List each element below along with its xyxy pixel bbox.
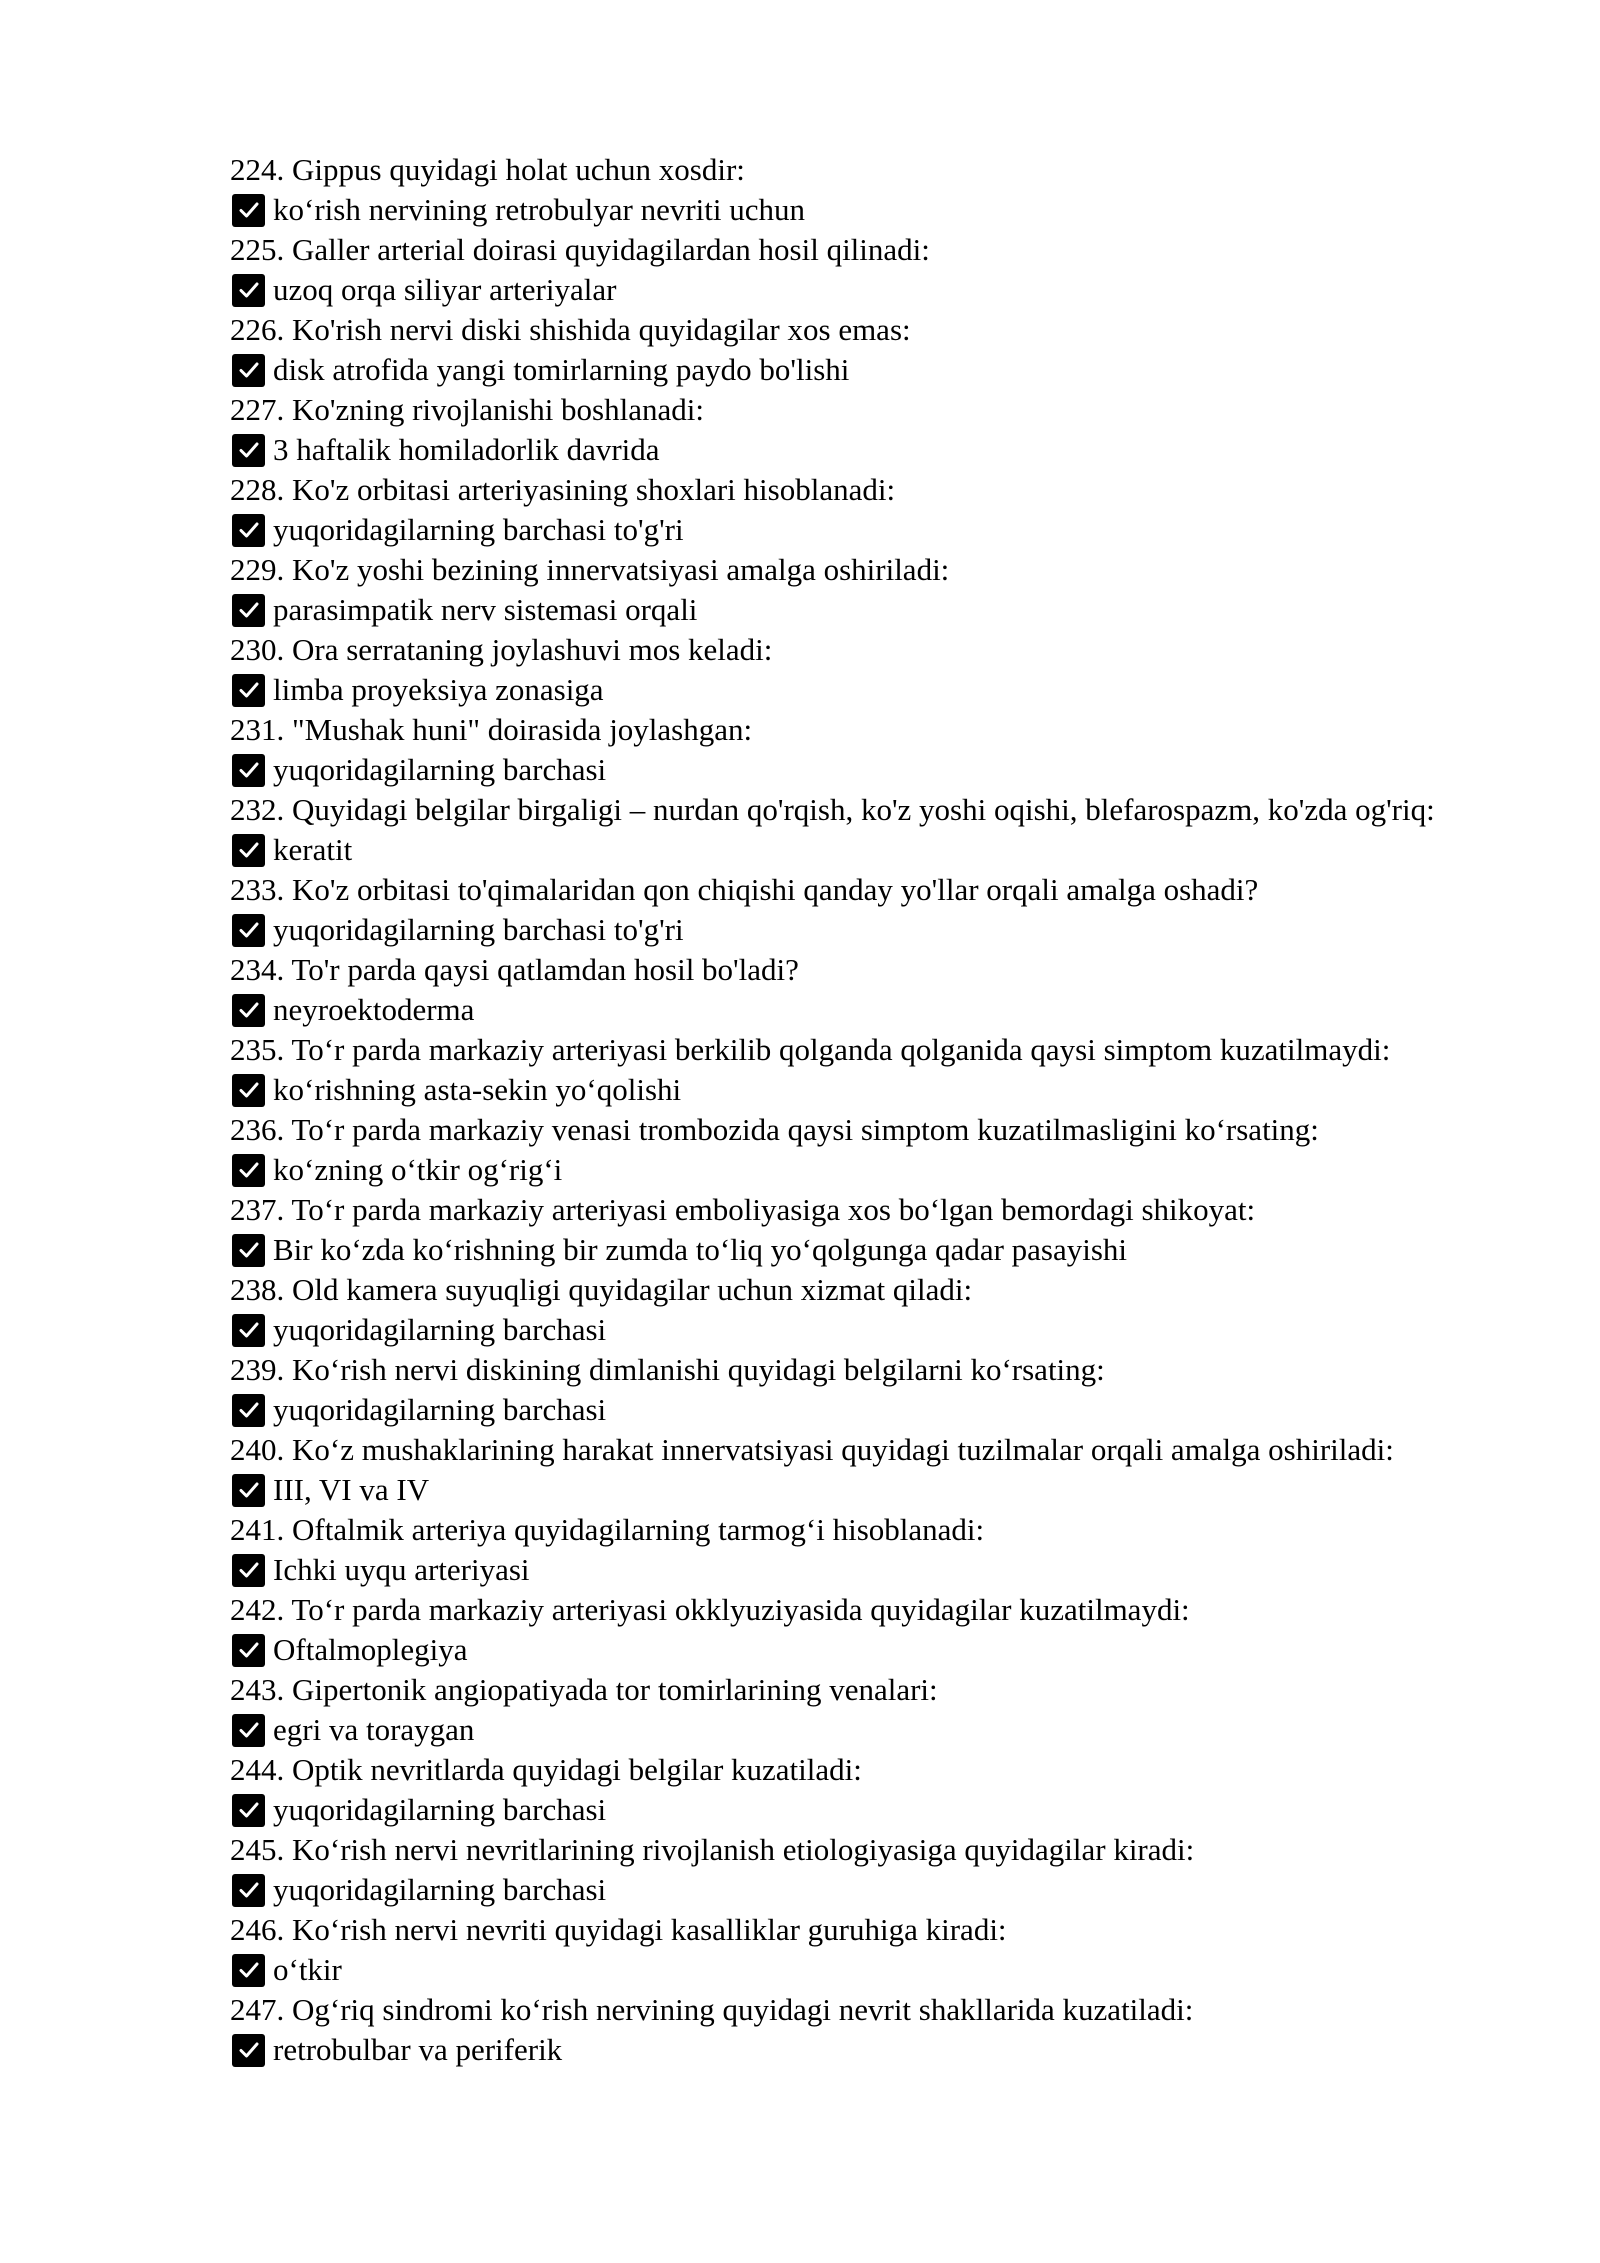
- question-text: 247. Og‘riq sindromi ko‘rish nervining quyidagi nevrit shakllarida kuzatiladi:: [230, 1992, 1194, 2027]
- question-text: 239. Ko‘rish nervi diskining dimlanishi quyidagi belgilarni ko‘rsating:: [230, 1352, 1105, 1387]
- check-box-icon: [232, 1634, 265, 1667]
- qa-item-6: [230, 630, 1570, 710]
- question-text: 232. Quyidagi belgilar birgaligi – nurdan qo'rqish, ko'z yoshi oqishi, blefarospazm, ko'zda og'riq:: [230, 792, 1435, 827]
- answer-text: yuqoridagilarning barchasi: [273, 1792, 607, 1827]
- question-text: 245. Ko‘rish nervi nevritlarining rivojlanish etiologiyasiga quyidagilar kiradi:: [230, 1832, 1195, 1867]
- answer-text: yuqoridagilarning barchasi to'g'ri: [273, 512, 684, 547]
- check-box-icon: [232, 194, 265, 227]
- question-text: 228. Ko'z orbitasi arteriyasining shoxlari hisoblanadi:: [230, 472, 896, 507]
- answer-text: yuqoridagilarning barchasi: [273, 1872, 607, 1907]
- answer-row: [230, 1150, 1570, 1190]
- qa-item-3: [230, 390, 1570, 470]
- answer-row: [230, 990, 1570, 1030]
- answer-row: [230, 670, 1570, 710]
- question-text: 224. Gippus quyidagi holat uchun xosdir:: [230, 152, 745, 187]
- qa-item-2: [230, 310, 1570, 390]
- check-box-icon: [232, 594, 265, 627]
- answer-text: ko‘rishning asta-sekin yo‘qolishi: [273, 1072, 682, 1107]
- qa-item-19: [230, 1670, 1570, 1750]
- answer-text: uzoq orqa siliyar arteriyalar: [273, 272, 617, 307]
- question-text: 246. Ko‘rish nervi nevriti quyidagi kasalliklar guruhiga kiradi:: [230, 1912, 1007, 1947]
- qa-item-13: [230, 1190, 1570, 1270]
- answer-text: Bir ko‘zda ko‘rishning bir zumda to‘liq yo‘qolgunga qadar pasayishi: [273, 1232, 1128, 1267]
- qa-item-16: [230, 1430, 1570, 1510]
- answer-row: [230, 1070, 1570, 1110]
- qa-item-4: [230, 470, 1570, 550]
- answer-row: [230, 1550, 1570, 1590]
- answer-row: [230, 1950, 1570, 1990]
- answer-row: [230, 910, 1570, 950]
- question-text: 229. Ko'z yoshi bezining innervatsiyasi amalga oshiriladi:: [230, 552, 950, 587]
- answer-row: [230, 270, 1570, 310]
- answer-text: keratit: [273, 832, 353, 867]
- check-box-icon: [232, 674, 265, 707]
- question-text: 234. To'r parda qaysi qatlamdan hosil bo'ladi?: [230, 952, 799, 987]
- qa-item-8: [230, 790, 1570, 870]
- qa-item-11: [230, 1030, 1570, 1110]
- answer-row: [230, 190, 1570, 230]
- question-answer-list: [230, 150, 1570, 2070]
- answer-text: yuqoridagilarning barchasi: [273, 1312, 607, 1347]
- qa-item-5: [230, 550, 1570, 630]
- check-box-icon: [232, 2034, 265, 2067]
- answer-row: [230, 1230, 1570, 1270]
- answer-row: [230, 1710, 1570, 1750]
- check-box-icon: [232, 994, 265, 1027]
- check-box-icon: [232, 1314, 265, 1347]
- check-box-icon: [232, 1714, 265, 1747]
- answer-text: III, VI va IV: [273, 1472, 430, 1507]
- question-text: 244. Optik nevritlarda quyidagi belgilar kuzatiladi:: [230, 1752, 862, 1787]
- answer-text: Ichki uyqu arteriyasi: [273, 1552, 530, 1587]
- answer-row: [230, 1310, 1570, 1350]
- answer-text: ko‘zning o‘tkir og‘rig‘i: [273, 1152, 563, 1187]
- check-box-icon: [232, 1874, 265, 1907]
- answer-row: [230, 1390, 1570, 1430]
- check-box-icon: [232, 754, 265, 787]
- answer-row: [230, 510, 1570, 550]
- answer-text: neyroektoderma: [273, 992, 475, 1027]
- qa-item-10: [230, 950, 1570, 1030]
- qa-item-20: [230, 1750, 1570, 1830]
- qa-item-0: [230, 150, 1570, 230]
- qa-item-9: [230, 870, 1570, 950]
- answer-text: o‘tkir: [273, 1952, 342, 1987]
- question-text: 238. Old kamera suyuqligi quyidagilar uchun xizmat qiladi:: [230, 1272, 973, 1307]
- question-text: 225. Galler arterial doirasi quyidagilardan hosil qilinadi:: [230, 232, 930, 267]
- answer-row: [230, 1470, 1570, 1510]
- qa-item-1: [230, 230, 1570, 310]
- question-text: 241. Oftalmik arteriya quyidagilarning tarmog‘i hisoblanadi:: [230, 1512, 985, 1547]
- answer-text: parasimpatik nerv sistemasi orqali: [273, 592, 698, 627]
- check-box-icon: [232, 1954, 265, 1987]
- check-box-icon: [232, 1394, 265, 1427]
- check-box-icon: [232, 914, 265, 947]
- check-box-icon: [232, 354, 265, 387]
- answer-row: [230, 1870, 1570, 1910]
- answer-row: [230, 590, 1570, 630]
- question-text: 235. To‘r parda markaziy arteriyasi berkilib qolganda qolganida qaysi simptom kuzatilmaydi:: [230, 1032, 1391, 1067]
- check-box-icon: [232, 1074, 265, 1107]
- check-box-icon: [232, 274, 265, 307]
- answer-row: [230, 2030, 1570, 2070]
- qa-item-22: [230, 1910, 1570, 1990]
- qa-item-18: [230, 1590, 1570, 1670]
- answer-row: [230, 830, 1570, 870]
- check-box-icon: [232, 514, 265, 547]
- answer-text: 3 haftalik homiladorlik davrida: [273, 432, 660, 467]
- qa-item-23: [230, 1990, 1570, 2070]
- answer-row: [230, 350, 1570, 390]
- question-text: 242. To‘r parda markaziy arteriyasi okklyuziyasida quyidagilar kuzatilmaydi:: [230, 1592, 1190, 1627]
- answer-text: egri va toraygan: [273, 1712, 475, 1747]
- question-text: 237. To‘r parda markaziy arteriyasi emboliyasiga xos bo‘lgan bemordagi shikoyat:: [230, 1192, 1256, 1227]
- check-box-icon: [232, 1794, 265, 1827]
- answer-text: retrobulbar va periferik: [273, 2032, 563, 2067]
- check-box-icon: [232, 1234, 265, 1267]
- qa-item-7: [230, 710, 1570, 790]
- answer-row: [230, 1790, 1570, 1830]
- answer-text: Oftalmoplegiya: [273, 1632, 468, 1667]
- check-box-icon: [232, 434, 265, 467]
- qa-item-21: [230, 1830, 1570, 1910]
- question-text: 233. Ko'z orbitasi to'qimalaridan qon chiqishi qanday yo'llar orqali amalga oshadi?: [230, 872, 1259, 907]
- question-text: 226. Ko'rish nervi diski shishida quyidagilar xos emas:: [230, 312, 911, 347]
- answer-row: [230, 1630, 1570, 1670]
- question-text: 231. "Mushak huni" doirasida joylashgan:: [230, 712, 753, 747]
- answer-text: disk atrofida yangi tomirlarning paydo bo'lishi: [273, 352, 850, 387]
- answer-row: [230, 750, 1570, 790]
- question-text: 243. Gipertonik angiopatiyada tor tomirlarining venalari:: [230, 1672, 938, 1707]
- check-box-icon: [232, 1474, 265, 1507]
- question-text: 240. Ko‘z mushaklarining harakat innervatsiyasi quyidagi tuzilmalar orqali amalga oshiriladi:: [230, 1432, 1394, 1467]
- question-text: 227. Ko'zning rivojlanishi boshlanadi:: [230, 392, 704, 427]
- qa-item-15: [230, 1350, 1570, 1430]
- answer-row: [230, 430, 1570, 470]
- check-box-icon: [232, 834, 265, 867]
- answer-text: yuqoridagilarning barchasi: [273, 1392, 607, 1427]
- qa-item-17: [230, 1510, 1570, 1590]
- check-box-icon: [232, 1554, 265, 1587]
- answer-text: yuqoridagilarning barchasi to'g'ri: [273, 912, 684, 947]
- qa-item-12: [230, 1110, 1570, 1190]
- answer-text: ko‘rish nervining retrobulyar nevriti uchun: [273, 192, 806, 227]
- check-box-icon: [232, 1154, 265, 1187]
- question-text: 236. To‘r parda markaziy venasi trombozida qaysi simptom kuzatilmasligini ko‘rsating:: [230, 1112, 1319, 1147]
- qa-item-14: [230, 1270, 1570, 1350]
- answer-text: yuqoridagilarning barchasi: [273, 752, 607, 787]
- question-text: 230. Ora serrataning joylashuvi mos keladi:: [230, 632, 773, 667]
- answer-text: limba proyeksiya zonasiga: [273, 672, 604, 707]
